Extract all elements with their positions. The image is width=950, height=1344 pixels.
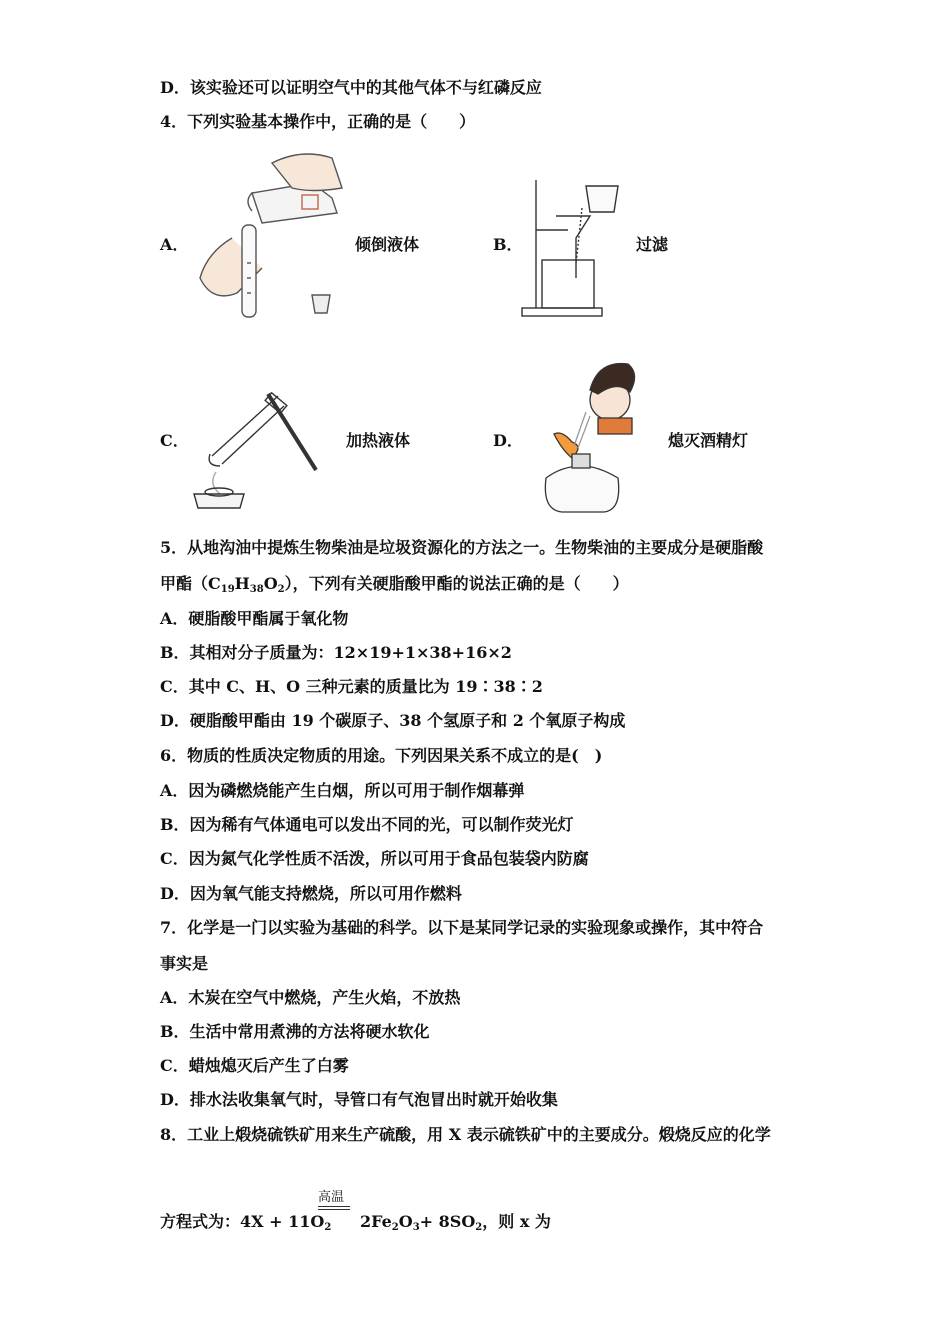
q7-option-a: A．木炭在空气中燃烧，产生火焰，不放热 <box>160 988 461 1007</box>
q4-stem: 4．下列实验基本操作中，正确的是（ ） <box>160 112 476 131</box>
q6-option-a: A．因为磷燃烧能产生白烟，所以可用于制作烟幕弹 <box>160 781 525 800</box>
q5-option-a: A．硬脂酸甲酯属于氧化物 <box>160 609 349 628</box>
reaction-condition: 高温 <box>318 1190 345 1205</box>
q4-option-c-caption: 加热液体 <box>346 431 411 450</box>
q8-equation-left: 方程式为：$4X + 11O_2$ <box>160 1212 332 1233</box>
q5-option-b: B．其相对分子质量为：12×19+1×38+16×2 <box>160 643 512 662</box>
q4-option-b-letter: B． <box>493 235 523 254</box>
q6-option-d: D．因为氧气能支持燃烧，所以可用作燃料 <box>160 884 462 903</box>
q4-option-d-letter: D． <box>493 431 523 450</box>
extinguish-lamp-figure <box>528 350 646 518</box>
q6-option-b: B．因为稀有气体通电可以发出不同的光，可以制作荧光灯 <box>160 815 574 834</box>
q4-option-a-letter: A． <box>160 235 189 254</box>
q7-option-c: C．蜡烛熄灭后产生了白雾 <box>160 1056 349 1075</box>
q5-option-c: C．其中 C、H、O 三种元素的质量比为 19∶38∶2 <box>160 677 543 696</box>
q6-option-c: C．因为氮气化学性质不活泼，所以可用于食品包装袋内防腐 <box>160 849 589 868</box>
q5-stem-line1: 5．从地沟油中提炼生物柴油是垃圾资源化的方法之一。生物柴油的主要成分是硬脂酸 <box>160 538 764 557</box>
equation-double-line-bottom <box>318 1209 350 1210</box>
q4-option-d-caption: 熄灭酒精灯 <box>668 431 749 450</box>
equation-double-line-top <box>318 1206 350 1207</box>
heat-liquid-figure <box>188 384 320 514</box>
q6-stem: 6．物质的性质决定物质的用途。下列因果关系不成立的是( ) <box>160 746 603 765</box>
q7-stem-line2: 事实是 <box>160 954 209 973</box>
q5-option-d: D．硬脂酸甲酯由 19 个碳原子、38 个氢原子和 2 个氧原子构成 <box>160 711 626 730</box>
filter-figure <box>518 168 628 320</box>
q4-option-a-caption: 倾倒液体 <box>355 235 420 254</box>
q5-stem-line2: 甲酯$(C_{19}H_{38}O_2)$，下列有关硬脂酸甲酯的说法正确的是（ ） <box>160 574 629 595</box>
pour-liquid-figure <box>192 143 352 325</box>
q4-option-b-caption: 过滤 <box>636 235 669 254</box>
q8-stem-line1: 8．工业上煅烧硫铁矿用来生产硫酸，用 X 表示硫铁矿中的主要成分。煅烧反应的化学 <box>160 1125 771 1144</box>
q4-option-c-letter: C． <box>160 431 189 450</box>
q7-option-d: D．排水法收集氧气时，导管口有气泡冒出时就开始收集 <box>160 1090 558 1109</box>
q3-option-d: D．该实验还可以证明空气中的其他气体不与红磷反应 <box>160 78 542 97</box>
q7-option-b: B．生活中常用煮沸的方法将硬水软化 <box>160 1022 430 1041</box>
q8-equation-right: $2Fe_2O_3+ 8SO_2$，则 x 为 <box>360 1212 551 1233</box>
q7-stem-line1: 7．化学是一门以实验为基础的科学。以下是某同学记录的实验现象或操作，其中符合 <box>160 918 764 937</box>
